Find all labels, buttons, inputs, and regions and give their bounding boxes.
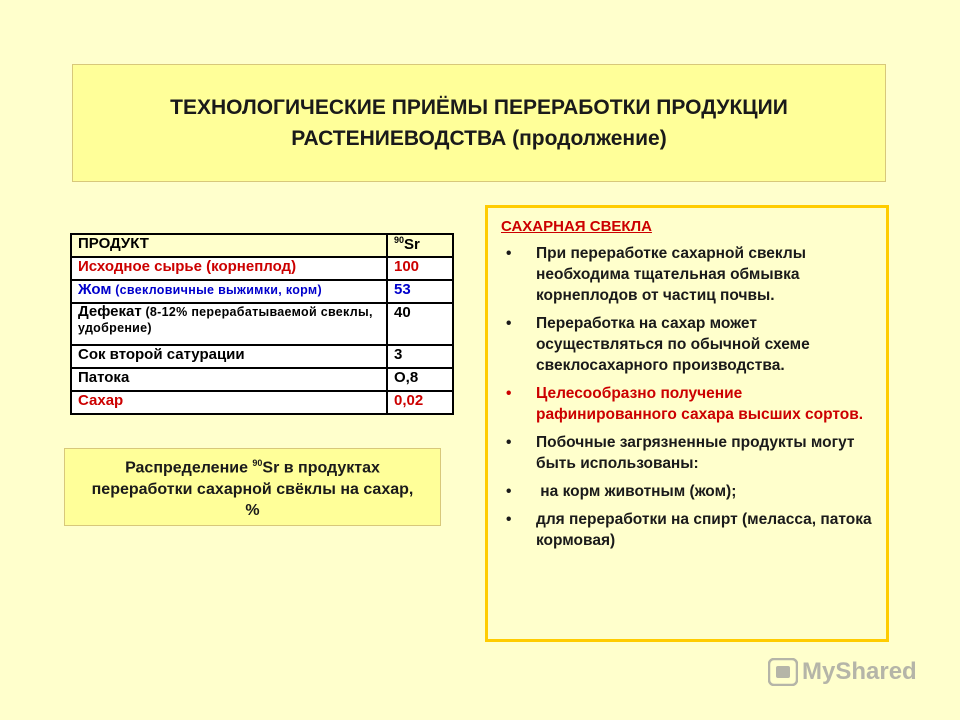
bullet-icon: • xyxy=(506,315,512,332)
row-name: Жом (свекловичные выжимки, корм) xyxy=(71,280,387,303)
table-caption: Распределение $^{90}$Sr в продуктах переработки сахарной свёклы на сахар, % xyxy=(64,448,441,526)
panel-heading: САХАРНАЯ СВЕКЛА xyxy=(501,218,652,235)
row-value: 100 xyxy=(387,257,453,280)
row-name: Исходное сырье (корнеплод) xyxy=(71,257,387,280)
list-item: • При переработке сахарной свеклы необходима тщательная обмывка корнеплодов от частиц почвы. xyxy=(506,245,806,304)
row-name: Сок второй сатурации xyxy=(71,345,387,368)
row-value: 53 xyxy=(387,280,453,303)
bullet-icon: • xyxy=(506,511,512,528)
sugar-beet-panel xyxy=(485,205,889,642)
list-item: • Целесообразно получение рафинированного сахара высших сортов. xyxy=(506,385,864,423)
list-item: • Переработка на сахар может осуществляться по обычной схеме свеклосахарного производства. xyxy=(506,315,810,374)
row-value: 3 xyxy=(387,345,453,368)
title-box xyxy=(72,64,886,182)
bullet-icon: • xyxy=(506,245,512,262)
table-row xyxy=(71,391,453,414)
share-logo-icon xyxy=(768,658,798,686)
bullet-icon: • xyxy=(506,434,512,451)
list-item: • на корм животным (жом); xyxy=(506,483,737,500)
table-row xyxy=(71,345,453,368)
row-name: Патока xyxy=(71,368,387,391)
header-sr: $^{90}$Sr xyxy=(387,234,453,257)
table-row xyxy=(71,368,453,391)
table-row xyxy=(71,280,453,303)
table-row xyxy=(71,303,453,345)
list-item: • для переработки на спирт (меласса, патока кормовая) xyxy=(506,511,872,549)
row-value: 0,02 xyxy=(387,391,453,414)
bullet-icon: • xyxy=(506,385,512,402)
title-line-2: РАСТЕНИЕВОДСТВА xyxy=(291,127,507,150)
row-value: 40 xyxy=(387,303,453,345)
row-name: Сахар xyxy=(71,391,387,414)
panel-list xyxy=(501,243,872,551)
header-product: ПРОДУКТ xyxy=(71,234,387,257)
row-name: Дефекат (8-12% перерабатываемой свеклы, удобрение) xyxy=(71,303,387,345)
bullet-icon: • xyxy=(506,483,512,500)
title-suffix: (продолжение) xyxy=(506,127,667,150)
watermark xyxy=(768,658,917,686)
watermark-text: MyShared xyxy=(802,658,917,685)
list-item: • Побочные загрязненные продукты могут быть использованы: xyxy=(506,434,855,472)
table-row xyxy=(71,257,453,280)
strontium-table xyxy=(70,233,454,415)
row-value: О,8 xyxy=(387,368,453,391)
table-header-row xyxy=(71,234,453,257)
page-title xyxy=(170,92,788,154)
title-line-1: ТЕХНОЛОГИЧЕСКИЕ ПРИЁМЫ ПЕРЕРАБОТКИ ПРОДУКЦИИ xyxy=(170,96,788,119)
